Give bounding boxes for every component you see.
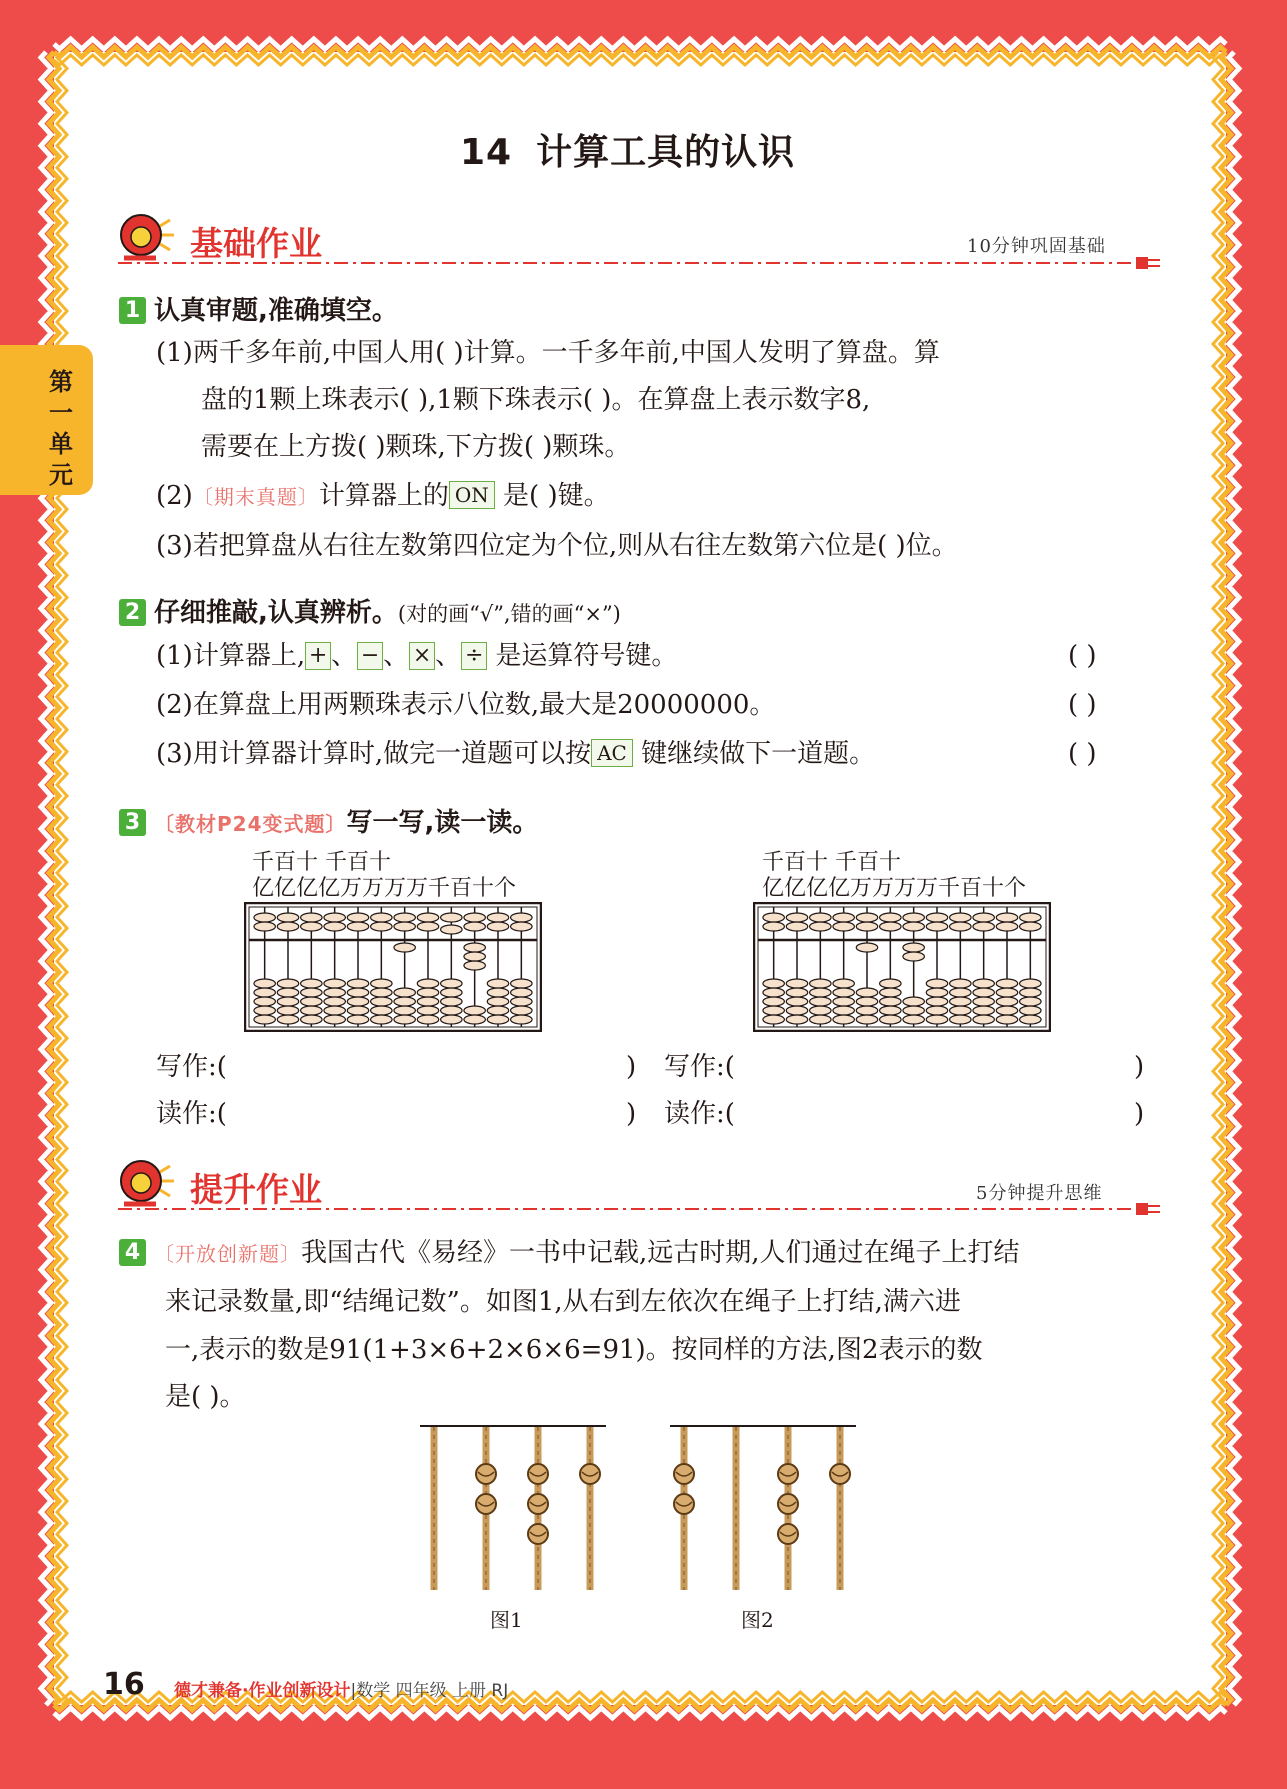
abacus-bead-upper — [810, 922, 831, 931]
abacus-bead-lower — [856, 997, 877, 1006]
question-3-text: 写一写,读一读。 — [346, 808, 539, 838]
question-3-heading — [119, 802, 538, 839]
abacus-bead-lower — [880, 979, 901, 988]
abacus-bead-lower — [903, 952, 924, 961]
question-2-note: (对的画“√”,错的画“×”) — [397, 602, 621, 626]
title-text: 计算工具的认识 — [536, 132, 796, 173]
q1-part2-text-b: 是( )键。 — [503, 481, 610, 511]
abacus-bead-lower — [254, 997, 275, 1006]
abacus-bead-lower — [324, 1015, 345, 1024]
abacus-bead-lower — [347, 997, 368, 1006]
abacus-bead-lower — [810, 988, 831, 997]
abacus-bead-lower — [511, 988, 532, 997]
abacus-bead-lower — [856, 1006, 877, 1015]
abacus-bead-lower — [973, 988, 994, 997]
abacus-bead-lower — [487, 1015, 508, 1024]
section-divider — [118, 256, 1163, 270]
question-1-heading — [119, 290, 398, 327]
rope-knot — [778, 1464, 798, 1484]
abacus-bead-upper — [371, 913, 392, 922]
abacus-bead-lower — [973, 1006, 994, 1015]
abacus-bead-upper — [763, 913, 784, 922]
abacus-bead-lower — [394, 1015, 415, 1024]
abacus-bead-lower — [926, 988, 947, 997]
abacus-bead-lower — [324, 1006, 345, 1015]
q1-part1-line1: (1)两千多年前,中国人用( )计算。一千多年前,中国人发明了算盘。算 — [156, 338, 940, 368]
abacus-bead-lower — [441, 988, 462, 997]
q2-s3-text-a: (3)用计算器计算时,做完一道题可以按 — [156, 739, 592, 769]
question-number-badge: 1 — [119, 297, 146, 324]
abacus-bead-lower — [950, 1015, 971, 1024]
question-number-badge: 4 — [119, 1239, 146, 1266]
abacus-bead-upper — [1020, 913, 1041, 922]
abacus-bead-lower — [277, 1015, 298, 1024]
abacus-bead-lower — [903, 1006, 924, 1015]
abacus-bead-upper — [464, 913, 485, 922]
abacus-2 — [753, 902, 1051, 1032]
abacus-bead-upper — [903, 922, 924, 931]
abacus-bead-lower — [810, 997, 831, 1006]
write-label-2: 写作:( — [664, 1052, 735, 1082]
question-4-line1 — [119, 1238, 1020, 1269]
abacus-bead-lower — [254, 1006, 275, 1015]
abacus-bead-lower — [347, 1015, 368, 1024]
abacus-1 — [244, 902, 542, 1032]
abacus-bead-lower — [417, 979, 438, 988]
abacus-bead-lower — [464, 952, 485, 961]
knot-rope-figure-1 — [420, 1422, 606, 1592]
abacus-bead-upper — [371, 922, 392, 931]
abacus-bead-lower — [880, 988, 901, 997]
abacus-bead-upper — [996, 913, 1017, 922]
abacus-bead-lower — [487, 988, 508, 997]
abacus-bead-upper — [441, 913, 462, 922]
q4-text-line3: 一,表示的数是91(1+3×6+2×6×6=91)。按同样的方法,图2表示的数 — [165, 1335, 983, 1365]
abacus-bead-upper — [487, 922, 508, 931]
calculator-key-divide: ÷ — [461, 642, 487, 670]
abacus-bead-lower — [926, 1006, 947, 1015]
abacus-bead-lower — [394, 943, 415, 952]
rope-knot — [778, 1524, 798, 1544]
rope-knot — [580, 1464, 600, 1484]
q1-part3: (3)若把算盘从右往左数第四位定为个位,则从右往左数第六位是( )位。 — [156, 531, 958, 561]
abacus-bead-lower — [833, 1006, 854, 1015]
title-number: 14 — [460, 132, 513, 173]
abacus-bead-lower — [786, 1006, 807, 1015]
rope-knot — [528, 1464, 548, 1484]
rope-knot — [476, 1494, 496, 1514]
abacus-bead-lower — [973, 997, 994, 1006]
calculator-key-ac: AC — [591, 739, 633, 767]
abacus-bead-lower — [833, 1015, 854, 1024]
abacus-bead-lower — [464, 1015, 485, 1024]
abacus-bead-upper — [856, 913, 877, 922]
abacus-bead-lower — [810, 1006, 831, 1015]
abacus-2-label-top: 千百十 千百十 — [762, 850, 901, 875]
abacus-bead-upper — [324, 922, 345, 931]
abacus-bead-upper — [880, 922, 901, 931]
abacus-bead-upper — [464, 922, 485, 931]
q4-text-line2: 来记录数量,即“结绳记数”。如图1,从右到左依次在绳子上打结,满六进 — [165, 1287, 961, 1317]
abacus-bead-lower — [277, 997, 298, 1006]
abacus-bead-lower — [324, 997, 345, 1006]
abacus-bead-upper — [880, 913, 901, 922]
abacus-bead-lower — [277, 1006, 298, 1015]
rope-knot — [674, 1494, 694, 1514]
abacus-bead-lower — [511, 1006, 532, 1015]
abacus-bead-lower — [880, 1015, 901, 1024]
abacus-bead-lower — [511, 979, 532, 988]
section-title-advanced: 提升作业 — [190, 1170, 322, 1209]
section-title-basic: 基础作业 — [190, 224, 322, 263]
calculator-key-minus: − — [357, 642, 383, 670]
knot-rope-figure-2 — [670, 1422, 856, 1592]
key-separator: 、 — [331, 641, 358, 671]
page-number: 16 — [103, 1667, 145, 1702]
q4-text-line4: 是( )。 — [165, 1382, 246, 1412]
abacus-bead-lower — [833, 979, 854, 988]
abacus-bead-upper — [833, 922, 854, 931]
abacus-bead-lower — [324, 979, 345, 988]
abacus-bead-lower — [301, 988, 322, 997]
wavy-border-line — [1229, 52, 1239, 1705]
rope-knot — [528, 1524, 548, 1544]
abacus-bead-lower — [301, 1015, 322, 1024]
question-1-text: 认真审题,准确填空。 — [154, 296, 398, 326]
abacus-bead-lower — [880, 1006, 901, 1015]
section-tag-basic: 10分钟巩固基础 — [967, 236, 1106, 257]
q4-text-line1: 我国古代《易经》一书中记载,远古时期,人们通过在绳子上打结 — [301, 1238, 1020, 1268]
answer-blank[interactable]: ( ) — [1068, 641, 1097, 671]
abacus-1-label-top: 千百十 千百十 — [252, 850, 391, 875]
q1-part1-line3: 需要在上方拨( )颗珠,下方拨( )颗珠。 — [201, 432, 631, 462]
abacus-bead-lower — [511, 1015, 532, 1024]
abacus-bead-lower — [254, 979, 275, 988]
calculator-key-plus: + — [305, 642, 331, 670]
abacus-bead-lower — [786, 1015, 807, 1024]
calculator-key-times: × — [409, 642, 435, 670]
abacus-bead-lower — [763, 997, 784, 1006]
read-label-2: 读作:( — [664, 1099, 735, 1129]
abacus-bead-lower — [833, 988, 854, 997]
abacus-bead-lower — [371, 988, 392, 997]
abacus-bead-lower — [1020, 979, 1041, 988]
q2-s3-text-b: 键继续做下一道题。 — [641, 739, 876, 769]
abacus-bead-lower — [763, 1015, 784, 1024]
abacus-bead-lower — [1020, 1006, 1041, 1015]
section-tag-advanced: 5分钟提升思维 — [976, 1183, 1103, 1204]
q2-statement-3 — [156, 739, 875, 769]
abacus-bead-lower — [441, 1006, 462, 1015]
footer-line — [174, 1676, 508, 1701]
rope-knot — [674, 1464, 694, 1484]
rope-knot — [778, 1494, 798, 1514]
abacus-bead-lower — [1020, 1015, 1041, 1024]
abacus-2-label-bottom: 亿亿亿亿万万万万千百十个 — [762, 876, 1027, 901]
write-label-1: 写作:( — [156, 1052, 227, 1082]
abacus-bead-lower — [996, 1015, 1017, 1024]
abacus-bead-lower — [371, 979, 392, 988]
answer-blank[interactable]: ( ) — [1068, 690, 1097, 720]
write-close-2: ) — [1134, 1052, 1145, 1082]
abacus-bead-lower — [441, 997, 462, 1006]
abacus-bead-lower — [856, 1015, 877, 1024]
abacus-bead-upper — [810, 913, 831, 922]
rope-knot — [476, 1464, 496, 1484]
section-divider — [118, 1202, 1163, 1216]
q2-statement-2: (2)在算盘上用两颗珠表示八位数,最大是20000000。 — [156, 690, 776, 720]
abacus-bead-lower — [786, 979, 807, 988]
footer-series: 德才兼备·作业创新设计 — [174, 1681, 351, 1701]
abacus-bead-lower — [856, 943, 877, 952]
q2-s1-text-b: 是运算符号键。 — [495, 641, 678, 671]
abacus-bead-lower — [763, 979, 784, 988]
abacus-bead-upper — [973, 913, 994, 922]
abacus-bead-upper — [277, 913, 298, 922]
abacus-bead-lower — [950, 1006, 971, 1015]
exam-tag: 〔期末真题〕 — [192, 485, 319, 509]
abacus-bead-lower — [371, 1006, 392, 1015]
q1-part1-line2: 盘的1颗上珠表示( ),1颗下珠表示( )。在算盘上表示数字8, — [201, 385, 871, 415]
abacus-bead-lower — [464, 1006, 485, 1015]
abacus-bead-lower — [1020, 997, 1041, 1006]
textbook-tag: 〔教材P24变式题〕 — [154, 812, 347, 836]
abacus-bead-lower — [903, 943, 924, 952]
abacus-bead-lower — [301, 1006, 322, 1015]
footer-info: 数学 四年级 上册 RJ — [356, 1681, 509, 1701]
abacus-bead-lower — [950, 979, 971, 988]
page-title — [460, 124, 795, 175]
abacus-bead-upper — [511, 913, 532, 922]
abacus-bead-lower — [324, 988, 345, 997]
abacus-bead-upper — [347, 913, 368, 922]
abacus-bead-lower — [833, 997, 854, 1006]
abacus-bead-upper — [950, 913, 971, 922]
abacus-bead-lower — [763, 988, 784, 997]
abacus-bead-upper — [511, 922, 532, 931]
abacus-bead-lower — [880, 997, 901, 1006]
abacus-bead-upper — [926, 922, 947, 931]
abacus-bead-upper — [786, 922, 807, 931]
abacus-bead-lower — [464, 961, 485, 970]
abacus-bead-upper — [277, 922, 298, 931]
abacus-bead-lower — [254, 988, 275, 997]
abacus-bead-lower — [347, 979, 368, 988]
abacus-bead-lower — [810, 979, 831, 988]
figure-2-caption: 图2 — [741, 1608, 774, 1632]
figure-1-caption: 图1 — [490, 1608, 523, 1632]
abacus-bead-lower — [996, 1006, 1017, 1015]
abacus-bead-upper — [301, 913, 322, 922]
abacus-bead-upper — [301, 922, 322, 931]
abacus-bead-lower — [1020, 988, 1041, 997]
abacus-bead-lower — [903, 1015, 924, 1024]
abacus-1-label-bottom: 亿亿亿亿万万万万千百十个 — [252, 876, 517, 901]
abacus-bead-lower — [441, 1015, 462, 1024]
abacus-bead-lower — [394, 988, 415, 997]
abacus-bead-lower — [301, 979, 322, 988]
abacus-bead-upper — [347, 922, 368, 931]
abacus-bead-lower — [464, 943, 485, 952]
abacus-bead-upper — [324, 913, 345, 922]
innovation-tag: 〔开放创新题〕 — [154, 1242, 301, 1266]
abacus-bead-upper — [856, 922, 877, 931]
abacus-bead-lower — [511, 997, 532, 1006]
q1-part2-text-a: 计算器上的 — [318, 481, 449, 511]
wavy-border-line — [54, 1708, 1226, 1718]
abacus-bead-lower — [996, 979, 1017, 988]
key-separator: 、 — [383, 641, 410, 671]
abacus-bead-upper — [996, 922, 1017, 931]
footer-separator: | — [350, 1681, 357, 1701]
abacus-bead-lower — [810, 1015, 831, 1024]
wavy-border-line — [41, 52, 51, 1705]
abacus-bead-lower — [487, 979, 508, 988]
answer-blank[interactable]: ( ) — [1068, 739, 1097, 769]
abacus-bead-lower — [441, 979, 462, 988]
abacus-bead-lower — [371, 1015, 392, 1024]
abacus-bead-lower — [856, 988, 877, 997]
abacus-bead-lower — [973, 979, 994, 988]
abacus-bead-lower — [371, 997, 392, 1006]
abacus-bead-lower — [926, 979, 947, 988]
abacus-bead-lower — [926, 997, 947, 1006]
abacus-bead-lower — [417, 1006, 438, 1015]
abacus-bead-upper — [950, 922, 971, 931]
abacus-bead-lower — [394, 1006, 415, 1015]
abacus-bead-upper — [254, 913, 275, 922]
unit-tab-label: 第一单元 — [49, 368, 73, 489]
abacus-bead-lower — [996, 997, 1017, 1006]
question-number-badge: 3 — [119, 809, 146, 836]
abacus-bead-upper — [254, 922, 275, 931]
abacus-bead-lower — [301, 997, 322, 1006]
write-close-1: ) — [626, 1052, 637, 1082]
abacus-bead-upper — [394, 922, 415, 931]
abacus-bead-lower — [277, 988, 298, 997]
q2-statement-1 — [156, 641, 677, 671]
abacus-bead-lower — [996, 988, 1017, 997]
abacus-bead-upper — [417, 913, 438, 922]
abacus-bead-upper — [487, 913, 508, 922]
abacus-bead-lower — [786, 997, 807, 1006]
abacus-bead-lower — [903, 997, 924, 1006]
abacus-bead-lower — [394, 997, 415, 1006]
abacus-bead-lower — [763, 1006, 784, 1015]
abacus-bead-upper — [926, 913, 947, 922]
abacus-bead-lower — [417, 997, 438, 1006]
abacus-bead-upper — [833, 913, 854, 922]
read-close-1: ) — [626, 1099, 637, 1129]
question-2-heading — [119, 592, 621, 629]
abacus-bead-upper — [973, 922, 994, 931]
abacus-bead-upper — [394, 913, 415, 922]
abacus-bead-lower — [277, 979, 298, 988]
abacus-bead-lower — [347, 988, 368, 997]
abacus-bead-upper — [1020, 922, 1041, 931]
q1-part2-index: (2) — [156, 481, 193, 511]
abacus-bead-lower — [347, 1006, 368, 1015]
q2-s1-text-a: (1)计算器上, — [156, 641, 306, 671]
abacus-bead-lower — [417, 988, 438, 997]
rope-knot — [528, 1494, 548, 1514]
q1-part2 — [156, 481, 610, 512]
abacus-bead-upper — [903, 913, 924, 922]
calculator-key-on: ON — [449, 481, 495, 509]
read-close-2: ) — [1134, 1099, 1145, 1129]
abacus-bead-lower — [950, 997, 971, 1006]
abacus-bead-upper — [417, 922, 438, 931]
abacus-bead-lower — [254, 1015, 275, 1024]
abacus-bead-lower — [973, 1015, 994, 1024]
question-number-badge: 2 — [119, 599, 146, 626]
wavy-border-line — [54, 39, 1226, 49]
unit-tab — [0, 345, 93, 495]
key-separator: 、 — [435, 641, 462, 671]
abacus-bead-upper — [763, 922, 784, 931]
read-label-1: 读作:( — [156, 1099, 227, 1129]
abacus-bead-lower — [417, 1015, 438, 1024]
abacus-bead-lower — [487, 1006, 508, 1015]
abacus-bead-upper — [441, 925, 462, 934]
abacus-bead-lower — [487, 997, 508, 1006]
rope-knot — [830, 1464, 850, 1484]
abacus-bead-lower — [926, 1015, 947, 1024]
abacus-bead-upper — [786, 913, 807, 922]
abacus-bead-lower — [786, 988, 807, 997]
question-2-text: 仔细推敲,认真辨析。 — [154, 598, 398, 628]
abacus-bead-lower — [950, 988, 971, 997]
